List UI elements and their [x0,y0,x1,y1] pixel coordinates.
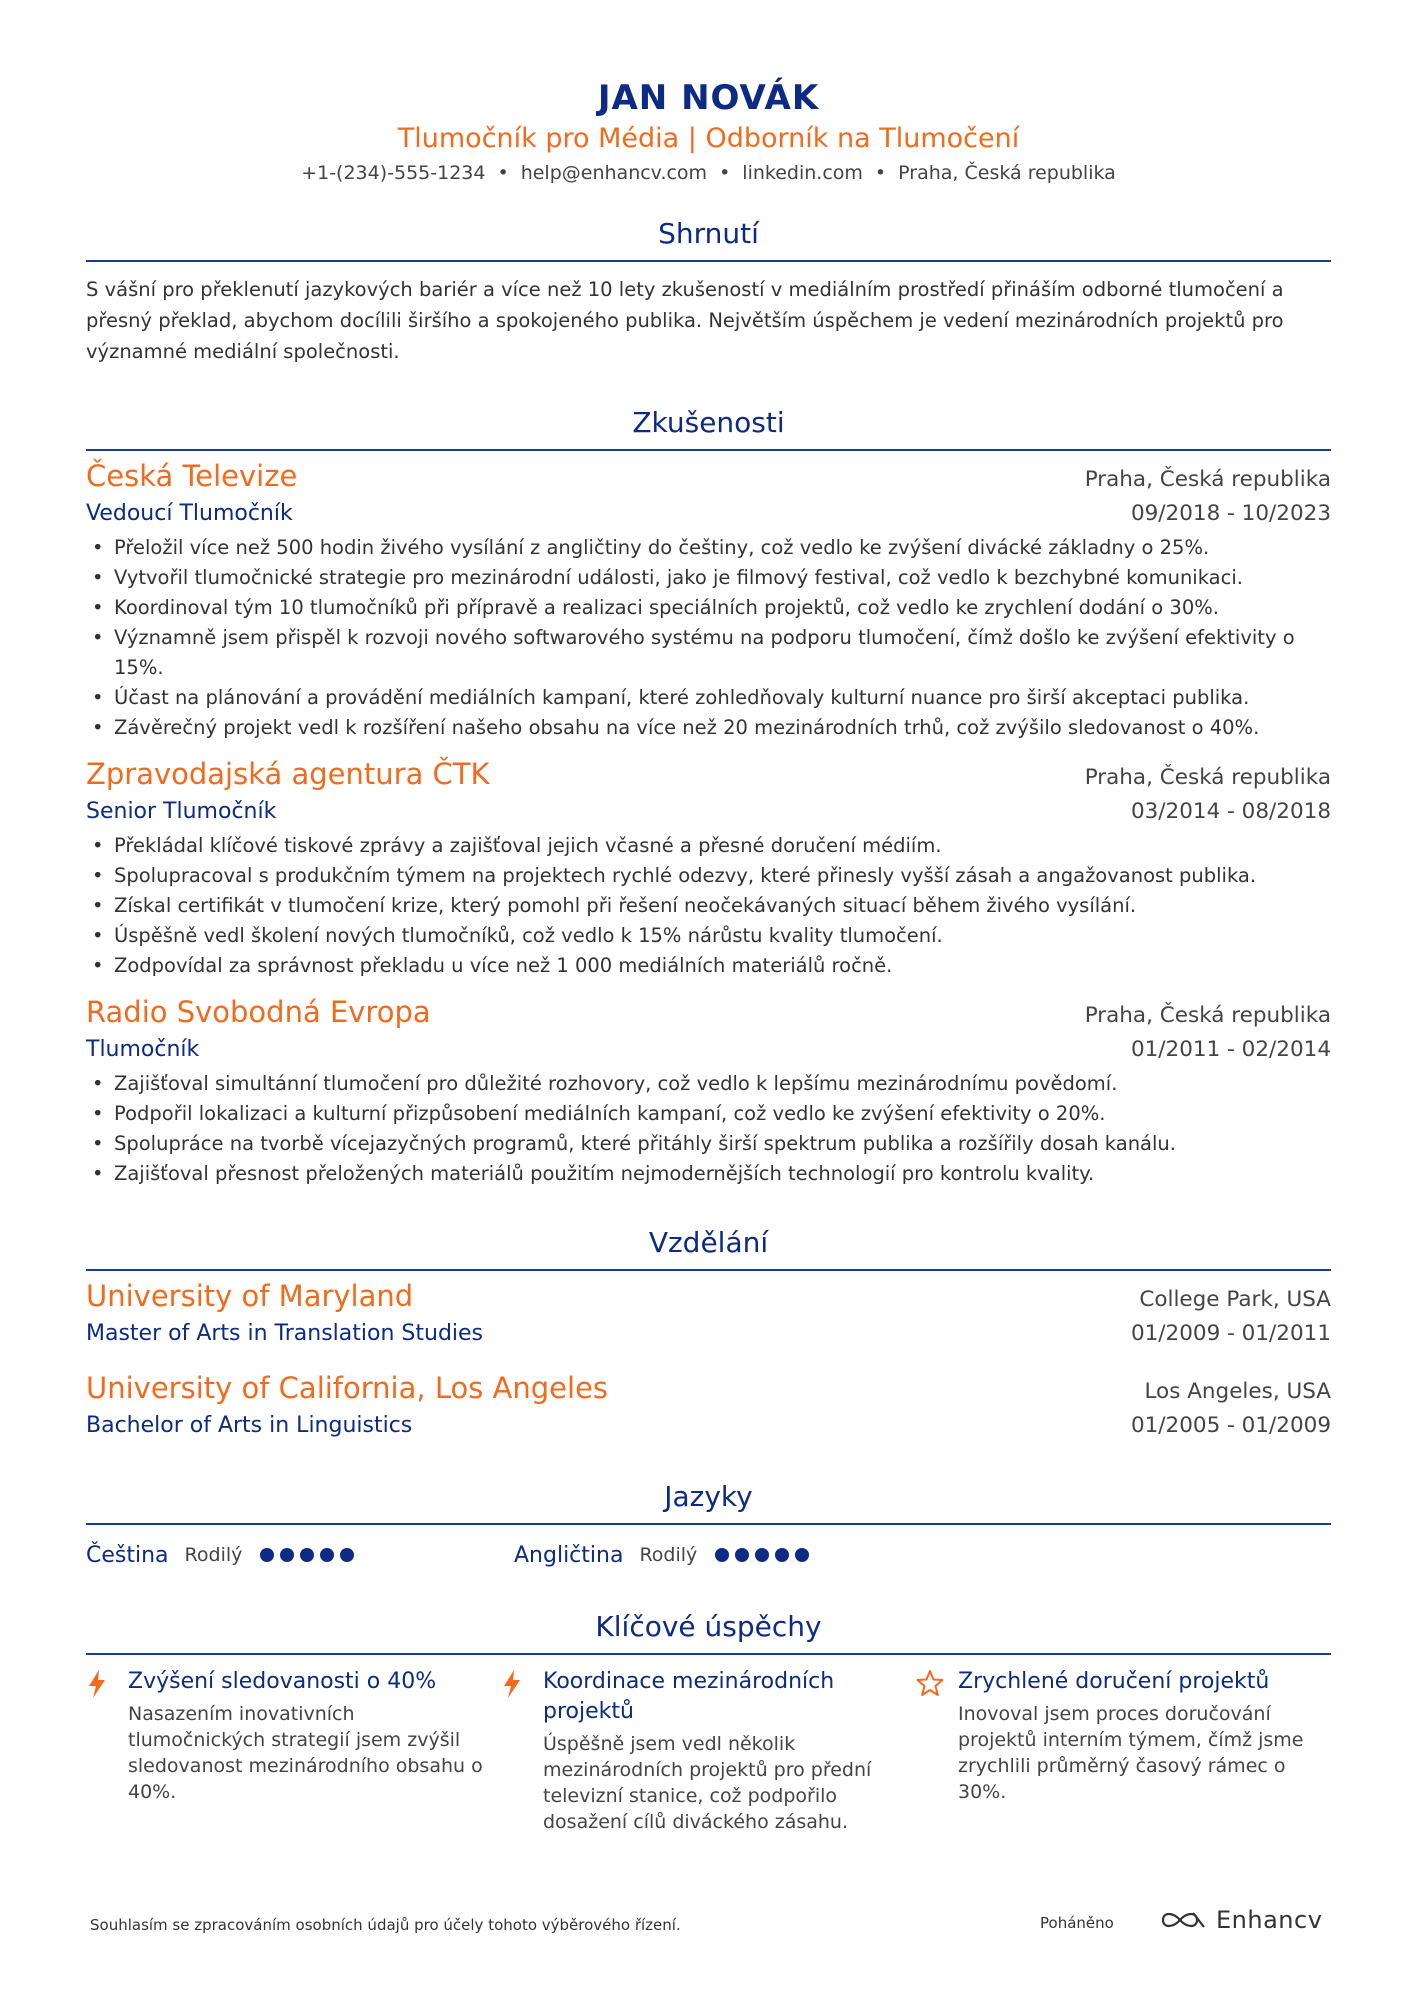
education-school: University of Maryland [86,1279,414,1313]
section-divider [86,260,1331,262]
experience-entry [86,457,1331,743]
language-item [514,1543,942,1568]
achievement-description: Úspěšně jsem vedl několik mezinárodních projektů pro přední televizní stanice, což podpořilo dosažení cílů diváckého zásahu. [543,1733,872,1833]
achievement-title: Koordinace mezinárodních projektů [543,1669,835,1724]
bullet-item: • Zodpovídal za správnost překladu u více než 1 000 mediálních materiálů ročně. [86,951,1331,981]
rating-dot [320,1548,334,1562]
bullet-item: • Spolupráce na tvorbě vícejazyčných programů, které přitáhly širší spektrum publika a rozšířily dosah kanálu. [86,1129,1331,1159]
bullet-item: • Významně jsem přispěl k rozvoji nového softwarového systému na podporu tlumočení, čímž došlo ke zvýšení efektivity o 15%. [86,623,1331,683]
achievement-item [916,1667,1331,1835]
resume-page [86,0,1331,1835]
education-degree: Bachelor of Arts in Linguistics [86,1413,413,1438]
rating-dot [280,1548,294,1562]
education-entry [86,1369,1331,1441]
rating-dot [775,1548,789,1562]
summary-section [86,216,1331,367]
enhancv-brand-name: Enhancv [1216,1906,1323,1934]
bullet-item: • Vytvořil tlumočnické strategie pro mezinárodní události, jako je filmový festival, což vedlo k bezchybné komunikaci. [86,563,1331,593]
achievement-item [86,1667,501,1835]
education-school: University of California, Los Angeles [86,1371,609,1405]
contact-location: Praha, Česká republika [898,162,1116,184]
languages-section [86,1479,1331,1575]
contact-separator: • [719,162,731,184]
bullet-item: • Koordinoval tým 10 tlumočníků při přípravě a realizaci speciálních projektů, což vedlo ke zrychlení dodání o 30%. [86,593,1331,623]
experience-dates: 09/2018 - 10/2023 [1130,501,1331,526]
language-rating [260,1548,354,1562]
experience-company: Zpravodajská agentura ČTK [86,757,490,791]
rating-dot [715,1548,729,1562]
section-divider [86,1269,1331,1271]
footer [90,1906,1325,1946]
enhancv-logo-icon [1160,1907,1208,1933]
achievement-description: Nasazením inovativních tlumočnických strategií jsem zvýšil sledovanost mezinárodního obsahu o 40%. [128,1703,483,1803]
bullet-item: • Úspěšně vedl školení nových tlumočníků, což vedlo k 15% nárůstu kvality tlumočení. [86,921,1331,951]
rating-dot [795,1548,809,1562]
education-location: College Park, USA [1139,1287,1331,1312]
education-dates: 01/2009 - 01/2011 [1130,1321,1331,1346]
language-item [86,1543,514,1568]
bullet-item: • Spolupracoval s produkčním týmem na projektech rychlé odezvy, které přinesly vyšší zásah a angažovanost publika. [86,861,1331,891]
education-section [86,1225,1331,1441]
bullet-item: • Účast na plánování a provádění mediálních kampaní, které zohledňovaly kulturní nuance pro širší akceptaci publika. [86,683,1331,713]
experience-company: Radio Svobodná Evropa [86,995,431,1029]
contact-email: help@enhancv.com [520,162,708,184]
candidate-name: JAN NOVÁK [597,78,820,118]
section-title-education: Vzdělání [648,1226,769,1259]
education-dates: 01/2005 - 01/2009 [1130,1413,1331,1438]
section-divider [86,449,1331,451]
bullet-item: • Překládal klíčové tiskové zprávy a zajišťoval jejich včasné a přesné doručení médiím. [86,831,1331,861]
section-divider [86,1653,1331,1655]
experience-company: Česká Televize [86,459,298,493]
experience-dates: 03/2014 - 08/2018 [1130,799,1331,824]
bullet-item: • Zajišťoval simultánní tlumočení pro důležité rozhovory, což vedlo k lepšímu mezinárodnímu povědomí. [86,1069,1331,1099]
experience-location: Praha, Česká republika [1084,467,1331,492]
star-icon [916,1667,958,1835]
experience-role: Vedoucí Tlumočník [86,501,293,526]
achievements-section [86,1609,1331,1835]
language-name: Angličtina [514,1542,624,1568]
language-rating [715,1548,809,1562]
experience-section [86,405,1331,1189]
experience-bullets [86,1069,1331,1189]
experience-dates: 01/2011 - 02/2014 [1130,1037,1331,1062]
lightning-icon [86,1667,128,1835]
experience-role: Senior Tlumočník [86,799,277,824]
contact-separator: • [497,162,509,184]
experience-role: Tlumočník [86,1037,200,1062]
achievement-description: Inovoval jsem proces doručování projektů interním týmem, čímž jsme zrychlili průměrný časový rámec o 30%. [958,1703,1304,1803]
section-divider [86,1523,1331,1525]
achievement-item [501,1667,916,1835]
rating-dot [340,1548,354,1562]
contact-linkedin: linkedin.com [742,162,863,184]
experience-bullets [86,533,1331,743]
summary-text: S vášní pro překlenutí jazykových bariér a více než 10 lety zkušeností v mediálním prostředí přináším odborné tlumočení a přesný překlad, abychom docílili širšího a spokojeného publika. Největším úspěchem je vedení mezinárodních projektů pro významné mediální společnosti. [86,278,1284,363]
section-title-experience: Zkušenosti [632,406,785,439]
experience-entry [86,755,1331,981]
language-level: Rodilý [639,1544,698,1566]
candidate-title: Tlumočník pro Média | Odborník na Tlumočení [397,123,1020,154]
experience-bullets [86,831,1331,981]
rating-dot [735,1548,749,1562]
lightning-icon [501,1667,543,1835]
powered-by-label: Poháněno [1040,1914,1114,1932]
rating-dot [300,1548,314,1562]
achievement-title: Zvýšení sledovanosti o 40% [128,1669,437,1694]
enhancv-logo[interactable] [1160,1906,1322,1934]
contact-phone: +1-(234)-555-1234 [301,162,486,184]
language-name: Čeština [86,1542,169,1568]
education-degree: Master of Arts in Translation Studies [86,1321,484,1346]
education-location: Los Angeles, USA [1144,1379,1331,1404]
bullet-item: • Získal certifikát v tlumočení krize, který pomohl při řešení neočekávaných situací během živého vysílání. [86,891,1331,921]
achievement-title: Zrychlené doručení projektů [958,1669,1270,1694]
bullet-item: • Zajišťoval přesnost přeložených materiálů použitím nejmodernějších technologií pro kontrolu kvality. [86,1159,1331,1189]
section-title-summary: Shrnutí [658,217,759,250]
section-title-achievements: Klíčové úspěchy [595,1610,822,1643]
bullet-item: • Závěrečný projekt vedl k rozšíření našeho obsahu na více než 20 mezinárodních trhů, což zvýšilo sledovanost o 40%. [86,713,1331,743]
rating-dot [755,1548,769,1562]
rating-dot [260,1548,274,1562]
language-level: Rodilý [184,1544,243,1566]
contact-line [86,160,1331,186]
consent-text: Souhlasím se zpracováním osobních údajů pro účely tohoto výběrového řízení. [90,1916,681,1934]
experience-location: Praha, Česká republika [1084,765,1331,790]
education-entry [86,1277,1331,1349]
experience-location: Praha, Česká republika [1084,1003,1331,1028]
section-title-languages: Jazyky [664,1480,753,1513]
bullet-item: • Přeložil více než 500 hodin živého vysílání z angličtiny do češtiny, což vedlo ke zvýšení divácké základny o 25%. [86,533,1331,563]
contact-separator: • [874,162,887,184]
bullet-item: • Podpořil lokalizaci a kulturní přizpůsobení mediálních kampaní, což vedlo ke zvýšení efektivity o 20%. [86,1099,1331,1129]
experience-entry [86,993,1331,1189]
